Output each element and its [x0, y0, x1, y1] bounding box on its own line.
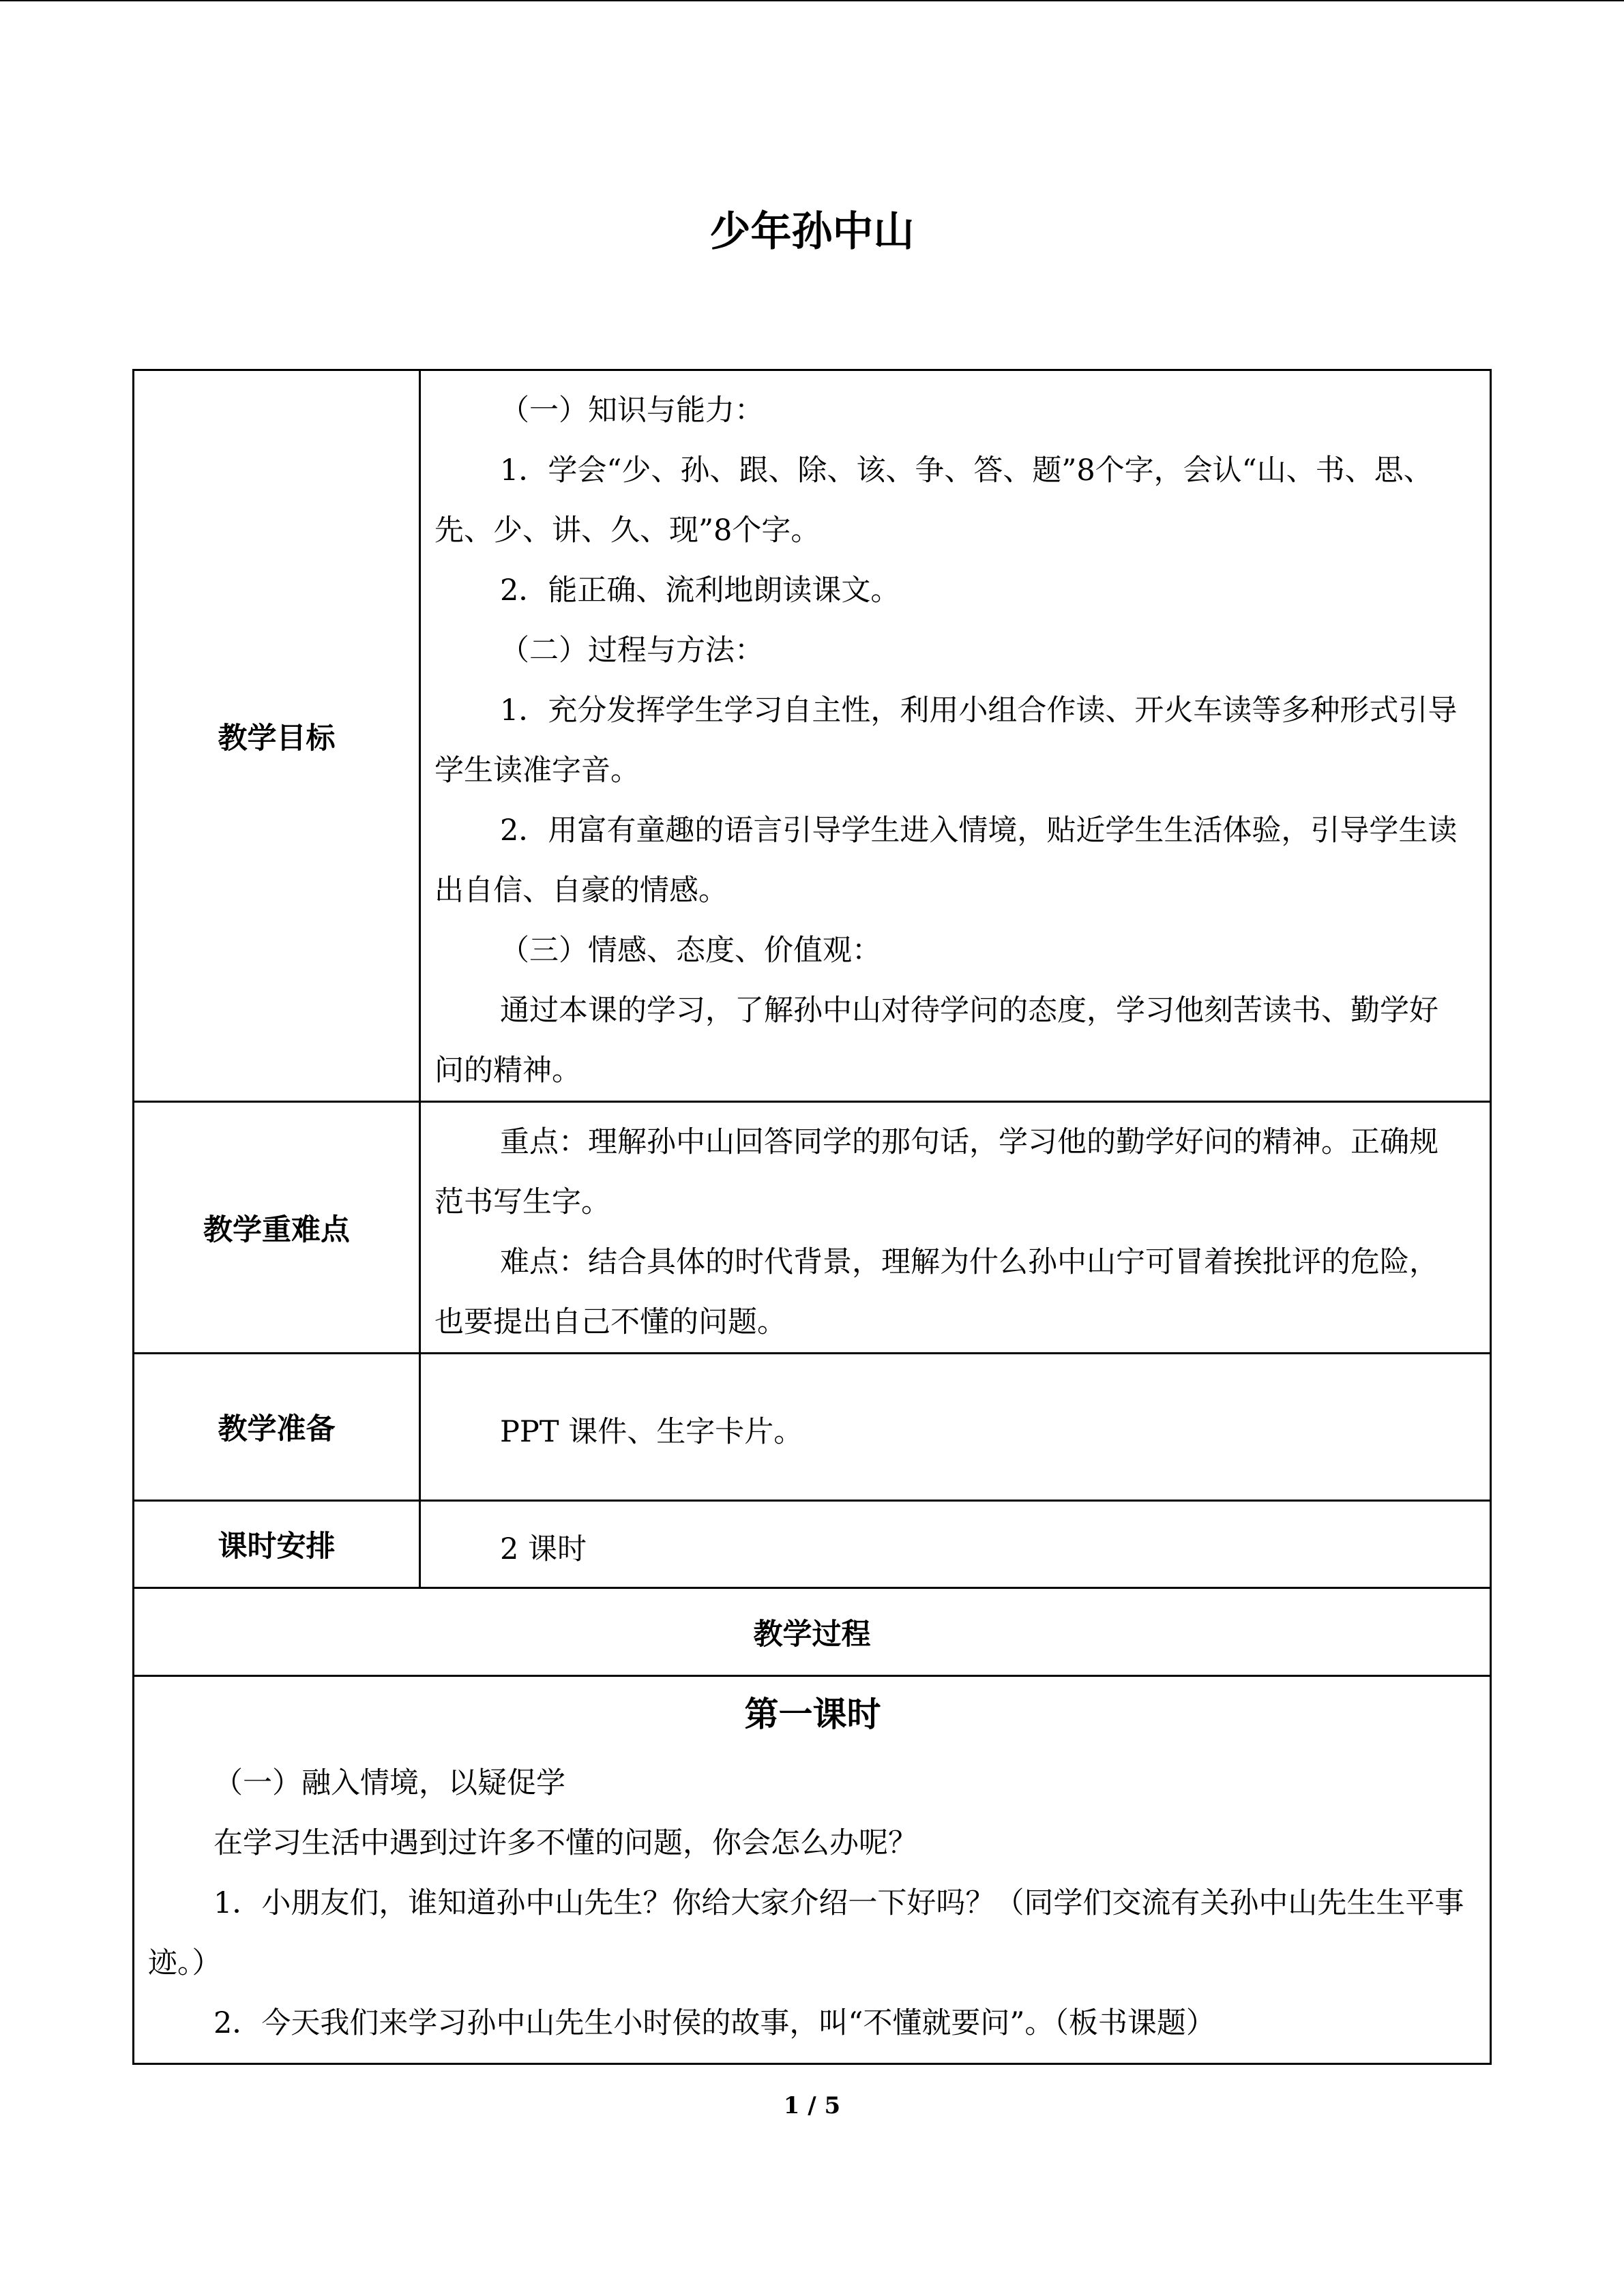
process-line: 1．小朋友们，谁知道孙中山先生？你给大家介绍一下好吗？（同学们交流有关孙中山先生生平事迹。） — [148, 1886, 1464, 1980]
schedule-text: 2 课时 — [500, 1532, 587, 1566]
process-header: 教学过程 — [134, 1588, 1491, 1676]
key-points-content — [420, 1102, 1491, 1354]
goals-content — [420, 370, 1491, 1102]
goals-line: （二）过程与方法： — [500, 633, 764, 668]
goals-line: （一）知识与能力： — [500, 393, 764, 428]
key-points-row — [134, 1102, 1491, 1354]
process-line: （一）融入情境，以疑促学 — [213, 1766, 565, 1800]
process-content — [134, 1676, 1491, 2064]
lesson-plan-table — [132, 369, 1492, 2065]
preparation-content — [420, 1354, 1491, 1501]
process-line: 在学习生活中遇到过许多不懂的问题，你会怎么办呢？ — [213, 1826, 917, 1860]
key-points-line: 重点：理解孙中山回答同学的那句话，学习他的勤学好问的精神。正确规范书写生字。 — [434, 1125, 1438, 1219]
preparation-row — [134, 1354, 1491, 1501]
goals-line: 1．充分发挥学生学习自主性，利用小组合作读、开火车读等多种形式引导学生读准字音。 — [434, 694, 1458, 788]
key-points-label: 教学重难点 — [134, 1102, 420, 1354]
preparation-text: PPT 课件、生字卡片。 — [500, 1414, 803, 1449]
goals-line: 2．用富有童趣的语言引导学生进入情境，贴近学生生活体验，引导学生读出自信、自豪的情感。 — [434, 814, 1458, 908]
goals-line: 2．能正确、流利地朗读课文。 — [500, 573, 900, 608]
preparation-label: 教学准备 — [134, 1354, 420, 1501]
schedule-label: 课时安排 — [134, 1501, 420, 1588]
page-number: 1 / 5 — [783, 2092, 841, 2119]
schedule-content — [420, 1501, 1491, 1588]
goals-line: 1．学会“少、孙、跟、除、该、争、答、题”8个字，会认“山、书、思、先、少、讲、久、现”8个字。 — [434, 453, 1433, 548]
key-points-line: 难点：结合具体的时代背景，理解为什么孙中山宁可冒着挨批评的危险，也要提出自己不懂的问题。 — [434, 1245, 1438, 1339]
period-title: 第一课时 — [744, 1695, 881, 1734]
goals-label: 教学目标 — [134, 370, 420, 1102]
process-row — [134, 1676, 1491, 2064]
goals-row — [134, 370, 1491, 1102]
page-title: 少年孙中山 — [709, 208, 915, 256]
goals-line: （三）情感、态度、价值观： — [500, 934, 881, 968]
process-line: 2．今天我们来学习孙中山先生小时侯的故事，叫“不懂就要问”。（板书课题） — [213, 2006, 1215, 2040]
process-header-row — [134, 1588, 1491, 1676]
goals-line: 通过本课的学习，了解孙中山对待学问的态度，学习他刻苦读书、勤学好问的精神。 — [434, 994, 1438, 1088]
schedule-row — [134, 1501, 1491, 1588]
top-border-line — [0, 0, 1624, 1]
